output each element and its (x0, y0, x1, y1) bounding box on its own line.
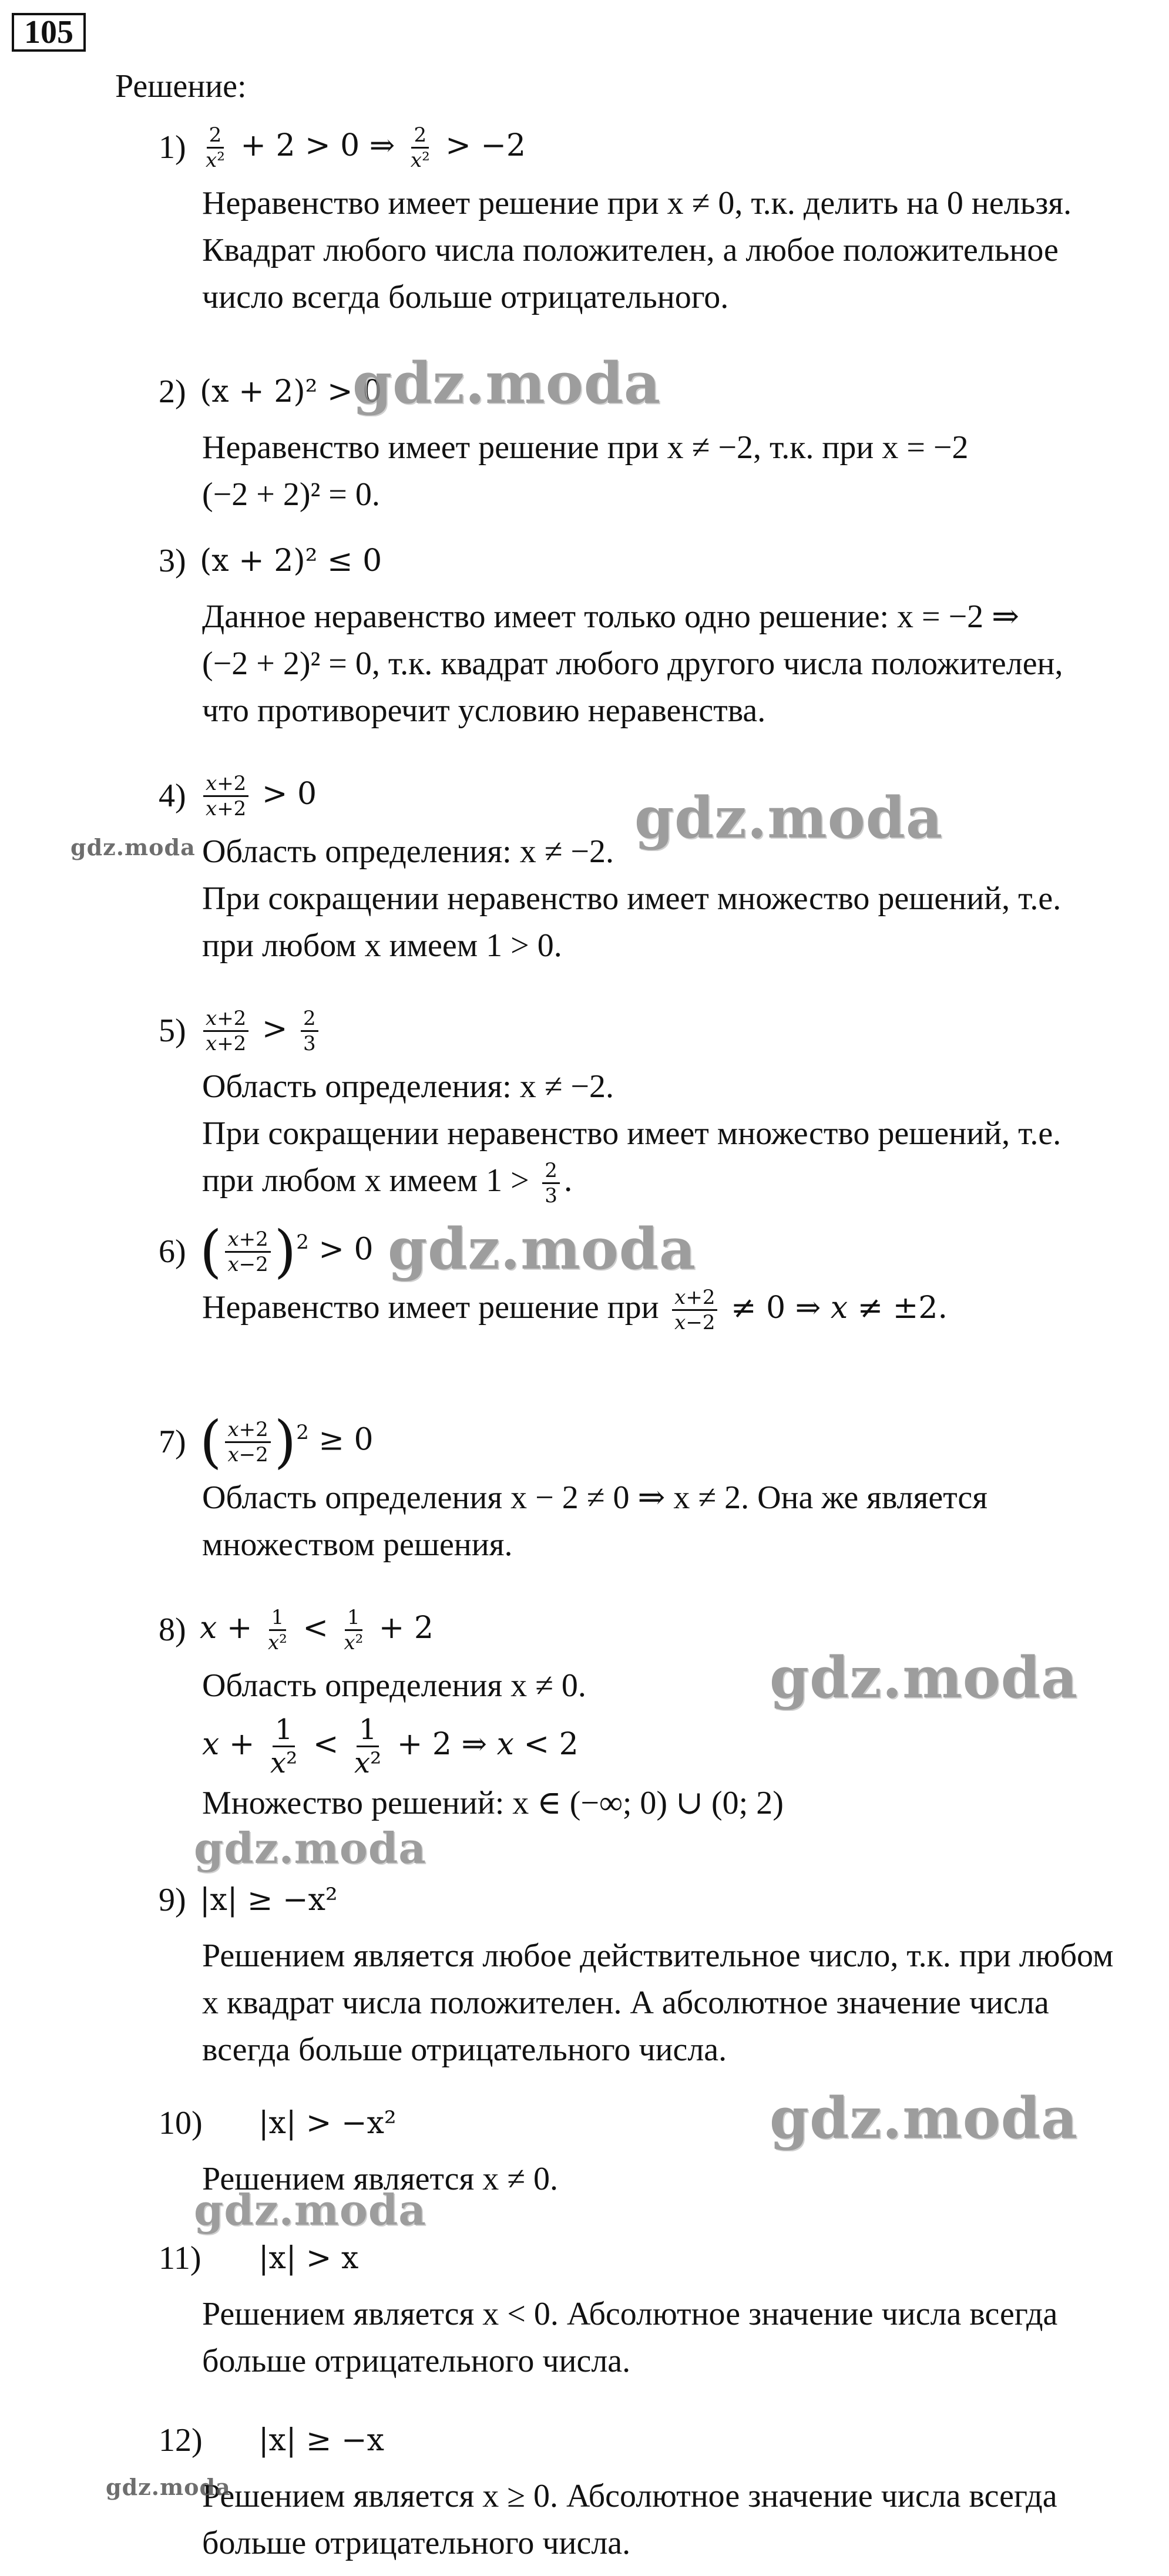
item-11-line-2: больше отрицательного числа. (202, 2343, 631, 2379)
item-5-line-2: При сокращении неравенство имеет множество решений, т.е. (202, 1115, 1061, 1152)
item-4-line-3: при любом x имеем 1 > 0. (202, 927, 562, 964)
watermark: gdz.moda (770, 2085, 1079, 2151)
item-8-equation: x + $\frac{1}{\text{x²}}$ < $\frac{1}{\text{x²}}$ + 2 ⇒ x < 2 (202, 1713, 579, 1780)
solution-item-6: 6) ( $\frac{x+2}{x-2}$ )$^2$ > 0 Неравенство имеет решение при $\frac{x+2}{x-2}$ ≠ 0 ⇒ x ≠ ±2. (159, 1219, 1157, 1333)
solution-item-1 (159, 115, 1157, 321)
item-7-line-2: множеством решения. (202, 1526, 513, 1563)
item-1-number: 1) (159, 129, 186, 166)
item-9-formula: |x| ≥ −x² (200, 1882, 338, 1918)
solution-item-8 (159, 1598, 1157, 1827)
item-7-line-1: Область определения x − 2 ≠ 0 ⇒ x ≠ 2. Она же является (202, 1479, 987, 1516)
item-6-number: 6) (159, 1233, 186, 1270)
item-3-number: 3) (159, 543, 186, 579)
watermark: gdz.moda (194, 2185, 426, 2235)
item-10-formula: |x| > −x² (258, 2106, 397, 2141)
item-3-formula: (x + 2)² ≤ 0 (200, 543, 382, 579)
item-3-line-1: Данное неравенство имеет только одно решение: x = −2 ⇒ (202, 598, 1020, 635)
item-11-formula: |x| > x (258, 2241, 359, 2276)
item-3-line-3: что противоречит условию неравенства. (202, 692, 766, 729)
item-8-number: 8) (159, 1612, 186, 1648)
watermark: gdz.moda (70, 834, 196, 860)
item-12-formula: |x| ≥ −x (258, 2423, 384, 2458)
solution-item-9 (159, 1868, 1157, 2073)
item-1-line-2: Квадрат любого числа положителен, а любое положительное (202, 232, 1059, 268)
solution-item-7 (159, 1410, 1157, 1568)
item-9-number: 9) (159, 1882, 186, 1918)
item-2-number: 2) (159, 374, 186, 410)
item-1-line-1: Неравенство имеет решение при x ≠ 0, т.к. делить на 0 нельзя. (202, 185, 1072, 221)
item-8-line-2: Множество решений: x ∈ (−∞; 0) ∪ (0; 2) (202, 1785, 784, 1821)
solution-item-3 (159, 529, 1157, 734)
item-4-number: 4) (159, 778, 186, 814)
solution-label: Решение: (115, 68, 247, 105)
watermark: gdz.moda (352, 350, 661, 416)
solution-item-11 (159, 2226, 1157, 2385)
item-9-line-1: Решением является любое действительное число, т.к. при любом (202, 1938, 1114, 1974)
item-11-number: 11) (159, 2240, 201, 2276)
solution-item-12 (159, 2408, 1157, 2567)
item-11-line-1: Решением является x < 0. Абсолютное значение числа всегда (202, 2296, 1058, 2332)
item-7-formula: 7) ( $\frac{x+2}{x-2}$ )$^2$ ≥ 0 (159, 1409, 374, 1475)
item-8-formula: 8) x + $\frac{1}{\text{x²}}$ < $\frac{1}{\text{x²}}$ + 2 (159, 1605, 434, 1654)
item-12-line-2: больше отрицательного числа. (202, 2525, 631, 2561)
item-6-line-1: Неравенство имеет решение при (202, 1289, 659, 1326)
item-8-line-1: Область определения x ≠ 0. (202, 1667, 586, 1704)
watermark: gdz.moda (770, 1645, 1079, 1711)
item-2-line-2: (−2 + 2)² = 0. (202, 476, 380, 513)
watermark: gdz.moda (106, 2474, 231, 2500)
item-6-formula: 6) ( $\frac{x+2}{x-2}$ )$^2$ > 0 (159, 1219, 374, 1284)
watermark: gdz.moda (634, 785, 943, 851)
item-10-line-1: Решением является x ≠ 0. (202, 2161, 558, 2197)
item-1-line-3: число всегда больше отрицательного. (202, 279, 729, 315)
item-5-line-1: Область определения: x ≠ −2. (202, 1068, 614, 1105)
item-12-number: 12) (159, 2422, 203, 2459)
item-3-line-2: (−2 + 2)² = 0, т.к. квадрат любого другого числа положителен, (202, 645, 1063, 682)
item-1-formula: 1) $\frac{2}{\text{x²}}$ + 2 > 0 ⇒ $\frac{2}{\text{x²}}$ > −2 (159, 123, 526, 172)
item-4-line-2: При сокращении неравенство имеет множество решений, т.е. (202, 880, 1061, 917)
item-9-line-2: x квадрат числа положителен. А абсолютное значение числа (202, 1985, 1049, 2021)
item-5-number: 5) (159, 1013, 186, 1049)
item-7-number: 7) (159, 1424, 186, 1460)
watermark: gdz.moda (388, 1216, 697, 1282)
item-4-formula: 4) $\frac{x+2}{x+2}$ > 0 (159, 771, 317, 820)
solution-item-5: 5) $\frac{x+2}{x+2}$ > $\frac{2}{3}$ Область определения: x ≠ −2. При сокращении неравенство имеет множество решений, т.е. при любом x имеем 1 > $\frac{2}{3}$ . (159, 998, 1157, 1206)
item-2-formula: (x + 2)² > 0 (200, 374, 382, 409)
task-number-box: 105 (12, 13, 86, 52)
item-4-line-1: Область определения: x ≠ −2. (202, 833, 614, 870)
item-5-formula: 5) $\frac{x+2}{x+2}$ > $\frac{2}{3}$ (159, 998, 1157, 1063)
item-10-number: 10) (159, 2105, 203, 2141)
item-9-line-3: всегда больше отрицательного числа. (202, 2032, 727, 2068)
watermark: gdz.moda (194, 1823, 426, 1873)
item-2-line-1: Неравенство имеет решение при x ≠ −2, т.к. при x = −2 (202, 429, 969, 466)
item-5-line-3: при любом x имеем 1 > (202, 1162, 529, 1199)
item-12-line-1: Решением является x ≥ 0. Абсолютное значение числа всегда (202, 2478, 1057, 2514)
